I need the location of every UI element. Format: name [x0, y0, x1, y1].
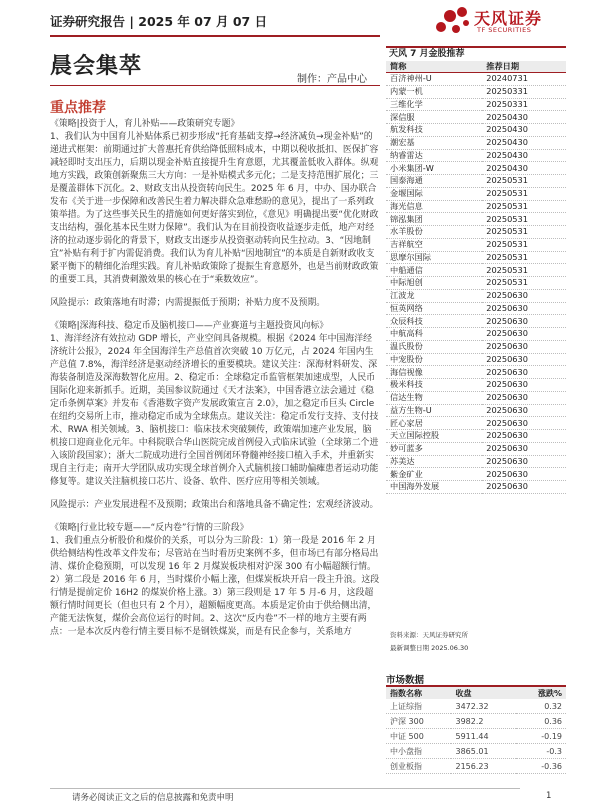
- stock-name: 海光信息: [386, 200, 482, 213]
- close-value: 3865.01: [451, 744, 515, 759]
- table-row: [386, 187, 566, 200]
- table-header-row: [386, 61, 566, 73]
- recommend-date: 20250531: [482, 213, 566, 226]
- recommend-date: 20250531: [482, 238, 566, 251]
- adjust-date-note: 最新调整日期 2025.06.30: [390, 644, 469, 652]
- table-row: [386, 111, 566, 124]
- risk-note: 风险提示：政策落地有时滞；内需提振低于预期；补贴力度不及预期。: [50, 298, 326, 308]
- index-name: 中小盘指: [386, 744, 451, 759]
- stock-name: 吉祥航空: [386, 238, 482, 251]
- stock-name: 中船通信: [386, 264, 482, 277]
- recommend-date: 20250630: [482, 353, 566, 366]
- table-row: [386, 340, 566, 353]
- page-number: 1: [546, 791, 552, 801]
- table-row: [386, 744, 566, 759]
- stock-pool-table: [386, 61, 566, 494]
- stock-name: 恒英网络: [386, 302, 482, 315]
- recommend-date: 20250430: [482, 111, 566, 124]
- table-row: [386, 277, 566, 290]
- spacer: [50, 287, 380, 297]
- author-label: 制作：产品中心: [297, 74, 367, 85]
- table-row: [386, 404, 566, 417]
- section-title: 重点推荐: [50, 100, 106, 116]
- stock-name: 益方生物-U: [386, 404, 482, 417]
- source-note: 资料来源：天风证券研究所: [390, 631, 468, 639]
- table-row: [386, 430, 566, 443]
- market-data-body: [386, 699, 566, 774]
- stock-name: 纳睿雷达: [386, 149, 482, 162]
- article-heading: 《策略|投资于人，育儿补贴——政策研究专题》: [50, 119, 240, 129]
- recommend-date: 20250531: [482, 175, 566, 188]
- stock-name: 匠心家居: [386, 417, 482, 430]
- stock-name: 中宠股份: [386, 353, 482, 366]
- recommend-date: 20250630: [482, 315, 566, 328]
- close-value: 3982.2: [451, 714, 515, 729]
- stock-name: 江波龙: [386, 289, 482, 302]
- recommend-date: 20250630: [482, 391, 566, 404]
- title-divider: [50, 85, 380, 86]
- table-row: [386, 149, 566, 162]
- recommend-date: 20250331: [482, 85, 566, 98]
- stock-name: 海信视像: [386, 366, 482, 379]
- stock-name: 中航高科: [386, 328, 482, 341]
- table-row: [386, 162, 566, 175]
- table-row: [386, 417, 566, 430]
- recommend-date: 20250630: [482, 340, 566, 353]
- recommend-date: 20250630: [482, 455, 566, 468]
- table-row: [386, 175, 566, 188]
- risk-note: 风险提示：产业发展进程不及预期；政策出台和落地具备不确定性；宏观经济波动。: [50, 500, 379, 510]
- article-heading: 《策略|深海科技、稳定币及脑机接口——产业赛道与主题投资风向标》: [50, 321, 329, 331]
- close-value: 3472.32: [451, 699, 515, 714]
- market-data-title: 市场数据: [386, 675, 425, 686]
- table-row: [386, 200, 566, 213]
- stock-name: 中际旭创: [386, 277, 482, 290]
- footer-disclaimer: 请务必阅读正文之后的信息披露和免责申明: [72, 793, 234, 803]
- recommend-date: 20250630: [482, 430, 566, 443]
- logo-sub: TF SECURITIES: [477, 26, 532, 34]
- table-row: [386, 136, 566, 149]
- column-header: 推荐日期: [482, 61, 566, 73]
- stock-name: 苏美达: [386, 455, 482, 468]
- stock-name: 金堰国际: [386, 187, 482, 200]
- table-row: [386, 714, 566, 729]
- recommend-date: 20250531: [482, 264, 566, 277]
- table-row: [386, 699, 566, 714]
- table-row: [386, 379, 566, 392]
- table-row: [386, 442, 566, 455]
- table-row: [386, 729, 566, 744]
- index-name: 沪深 300: [386, 714, 451, 729]
- recommend-date: 20250531: [482, 187, 566, 200]
- stock-name: 深信服: [386, 111, 482, 124]
- recommend-date: 20250630: [482, 366, 566, 379]
- header-divider: [50, 35, 380, 37]
- stock-name: 水羊股份: [386, 226, 482, 239]
- stock-name: 百济神州-U: [386, 73, 482, 86]
- table-row: [386, 759, 566, 774]
- stock-name: 航发科技: [386, 124, 482, 137]
- stock-name: 极米科技: [386, 379, 482, 392]
- stock-name: 国泰海通: [386, 175, 482, 188]
- table-row: [386, 264, 566, 277]
- table-row: [386, 366, 566, 379]
- table-row: [386, 226, 566, 239]
- table-row: [386, 455, 566, 468]
- recommend-date: 20250430: [482, 162, 566, 175]
- stock-name: 锦泓集团: [386, 213, 482, 226]
- table-row: [386, 315, 566, 328]
- recommend-date: 20250630: [482, 379, 566, 392]
- stock-name: 思摩尔国际: [386, 251, 482, 264]
- recommend-date: 20250531: [482, 277, 566, 290]
- table-row: [386, 468, 566, 481]
- change-percent: -0.19: [516, 729, 566, 744]
- stock-name: 众辰科技: [386, 315, 482, 328]
- stock-name: 内蒙一机: [386, 85, 482, 98]
- index-name: 上证综指: [386, 699, 451, 714]
- spacer: [50, 512, 380, 522]
- table-row: [386, 302, 566, 315]
- change-percent: 0.36: [516, 714, 566, 729]
- column-header: 简称: [386, 61, 482, 73]
- stock-name: 信达生物: [386, 391, 482, 404]
- article-heading: 《策略|行业比较专题——“反内卷”行情的三阶段》: [50, 523, 249, 533]
- stock-name: 三维化学: [386, 98, 482, 111]
- change-percent: 0.32: [516, 699, 566, 714]
- recommend-date: 20250531: [482, 226, 566, 239]
- spacer: [50, 489, 380, 499]
- article-paragraph: 1、海洋经济有效拉动 GDP 增长，产业空间具备规模。根据《2024 年中国海洋经济统计公报》，2024 年全国海洋生产总值首次突破 10 万亿元，占 2024 年国内生产总值 7.8%，海洋经济是驱动经济增长的重要模块。建议关注：深海材料研发、深海装备制造及深海数智化应用。2、稳定币：全球稳定币监管框架加速成型，人民币国际化迎来新抓手。近期，美国参议院通过《天才法案》，中国香港立法会通过《稳定币条例草案》并发布《香港数字资产发展政策宣言 2.0》，加之稳定币巨头 Circle 在纽约交易所上市，推动稳定币成为全球焦点。建议关注：稳定币发行支持、支付技术、RWA 相关领域。3、脑机接口：临床技术突破频传，政策端加速产业发展，脑机接口迎商业化元年。中科院联合华山医院完成首例侵入式临床试验（全球第二个进入该阶段国家）；浙大二院成功进行全国首例闭环脊髓神经接口植入手术，并重新实现自主行走；南开大学团队成功实现全球首例介入式脑机接口辅助偏瘫患者运动功能修复等。建议关注脑机接口芯片、设备、软件、医疗应用等相关领域。: [50, 334, 379, 487]
- recommend-date: 20250531: [482, 200, 566, 213]
- column-header: 指数名称: [386, 686, 451, 699]
- footer-divider: [50, 788, 520, 789]
- stock-pool-title: 天风 7 月金股推荐: [386, 46, 566, 59]
- table-row: [386, 251, 566, 264]
- recommend-date: 20250630: [482, 481, 566, 494]
- close-value: 2156.23: [451, 759, 515, 774]
- recommend-date: 20250630: [482, 289, 566, 302]
- recommend-date: 20250630: [482, 302, 566, 315]
- stock-pool-body: [386, 73, 566, 494]
- table-row: [386, 328, 566, 341]
- main-body: [50, 118, 380, 639]
- table-row: [386, 289, 566, 302]
- spacer: [50, 310, 380, 320]
- table-row: [386, 73, 566, 86]
- table-row: [386, 391, 566, 404]
- market-data-table: [386, 685, 566, 774]
- table-row: [386, 98, 566, 111]
- table-row: [386, 124, 566, 137]
- table-row: [386, 353, 566, 366]
- article-paragraph: 1、我们重点分析股价和煤价的关系，可以分为三阶段：1）第一段是 2016 年 2 月供给侧结构性改革文件发布；尽管站在当时看历史案例不多，但市场已有部分格局出清、煤价企稳预期，可以发现 16 年 2 月煤炭板块相对沪深 300 有小幅超额行情。2）第二段是 2016 年 6 月，当时煤价小幅上涨，但煤炭板块开启一段主升浪。这段行情是提前定价 16H2 的煤炭价格上涨。3）第三段则是 17 年 5 月-6 月，这段超额行情时间更长（但也只有 2 个月），超额幅度更高。本质是定价由于供给侧出清，产能无法恢复，煤价会高位运行的时间。2、这次“反内卷”不一样的地方主要有两点：一是本次反内卷行情主要目标不是钢铁煤炭，而是有民企参与，关系地方: [50, 536, 380, 637]
- recommend-date: 20250430: [482, 124, 566, 137]
- stock-name: 妙可蓝多: [386, 442, 482, 455]
- table-row: [386, 481, 566, 494]
- recommend-date: 20250630: [482, 442, 566, 455]
- change-percent: -0.3: [516, 744, 566, 759]
- recommend-date: 20250630: [482, 328, 566, 341]
- close-value: 5911.44: [451, 729, 515, 744]
- column-header: 收盘: [451, 686, 515, 699]
- change-percent: -0.36: [516, 759, 566, 774]
- report-header: 证券研究报告 | 2025 年 07 月 07 日: [50, 14, 268, 29]
- stock-name: 天立国际控股: [386, 430, 482, 443]
- stock-name: 小米集团-W: [386, 162, 482, 175]
- recommend-date: 20250430: [482, 136, 566, 149]
- index-name: 中证 500: [386, 729, 451, 744]
- table-row: [386, 85, 566, 98]
- page-title: 晨会集萃: [50, 54, 143, 79]
- recommend-date: 20250630: [482, 468, 566, 481]
- table-row: [386, 213, 566, 226]
- stock-name: 潮宏基: [386, 136, 482, 149]
- recommend-date: 20250531: [482, 251, 566, 264]
- article-paragraph: 1、我们认为中国育儿补贴体系已初步形成“托育基础支撑→经济减负→现金补贴”的递进式框架：前期通过扩大普惠托育供给降低照料成本，中期以税收抵扣、医保扩容减轻即时支出压力，后期以现金补贴直接提升生育意愿，尤其覆盖低收入群体。纵观地方实践，政策创新聚焦三大方向：一是补贴模式多元化；二是支持范围扩展化；三是覆盖群体下沉化。2、财政支出从投资转向民生。2025 年 6 月，中办、国办联合发布《关于进一步保障和改善民生着力解决群众急难愁盼的意见》，提出了一系列政策举措。为了这些事关民生的措施如何更好落实到位，《意见》明确提出要“优化财政支出结构，强化基本民生财力保障”。我们认为在目前投资收益逐步走低，地产对经济的拉动逐步弱化的背景下，财政支出逐步从投资驱动转向民生拉动。3、“因地制宜”补贴有利于扩内需促消费。我们认为育儿补贴“因地制宜”的本质是自新财政收支紧平衡下的精细化治理实践。育儿补贴政策除了提振生育意愿外，也是当前财政政策的重要工具，其消费刺激效果的核心在于“乘数效应”。: [50, 132, 379, 285]
- table-header-row: [386, 686, 566, 699]
- recommend-date: 20250630: [482, 404, 566, 417]
- recommend-date: 20240731: [482, 73, 566, 86]
- recommend-date: 20250430: [482, 149, 566, 162]
- index-name: 创业板指: [386, 759, 451, 774]
- recommend-date: 20250331: [482, 98, 566, 111]
- logo-name: 天风证券: [474, 9, 543, 28]
- stock-name: 紫金矿业: [386, 468, 482, 481]
- stock-name: 中国海外发展: [386, 481, 482, 494]
- recommend-date: 20250630: [482, 417, 566, 430]
- table-row: [386, 238, 566, 251]
- column-header: 涨跌%: [516, 686, 566, 699]
- stock-name: 温氏股份: [386, 340, 482, 353]
